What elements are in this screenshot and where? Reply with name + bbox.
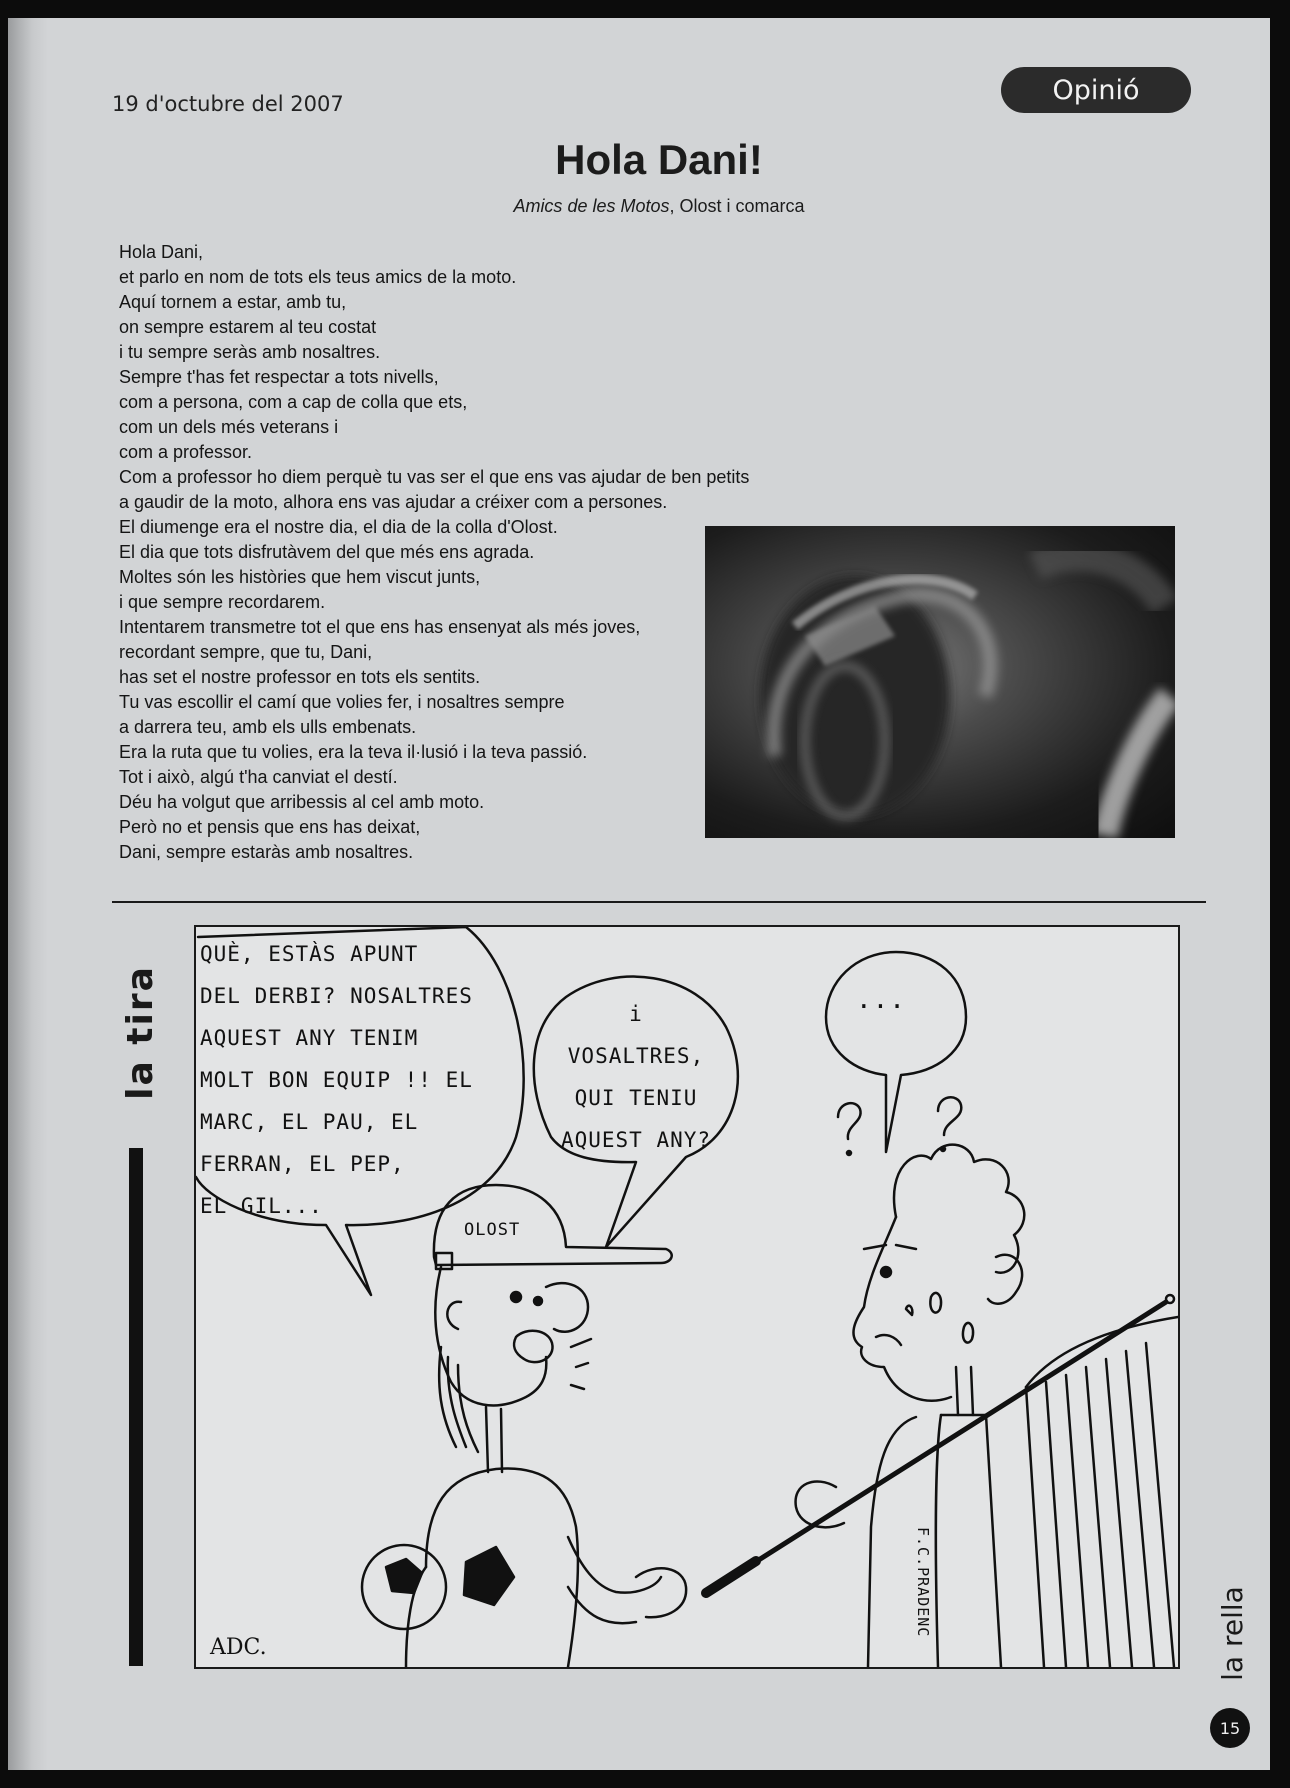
comic-section-label [119, 932, 161, 1132]
byline-location: , Olost i comarca [669, 196, 805, 216]
article-line: Intentarem transmetre tot el que ens has ensenyat als més joves, [119, 617, 641, 637]
issue-date: 19 d'octubre del 2007 [112, 92, 344, 116]
bubble1-line: EL GIL... [200, 1194, 323, 1218]
bubble2-line: VOSALTRES, [567, 1044, 705, 1068]
article-line: Sempre t'has fet respectar a tots nivells, [119, 367, 439, 387]
speech-bubble-1-text [200, 933, 473, 1227]
bubble1-line: QUÈ, ESTÀS APUNT [200, 942, 419, 966]
bubble1-line: DEL DERBI? NOSALTRES [200, 984, 473, 1008]
article-line: a darrera teu, amb els ulls embenats. [119, 717, 417, 737]
byline-organization: Amics de les Motos [513, 196, 670, 216]
article-line: Tu vas escollir el camí que volies fer, i nosaltres sempre [119, 692, 565, 712]
comic-section-label-text: la tira [119, 964, 161, 1100]
bubble1-line: MARC, EL PAU, EL [200, 1110, 419, 1134]
article-line: has set el nostre professor en tots els sentits. [119, 667, 481, 687]
bubble1-line: MOLT BON EQUIP !! EL [200, 1068, 473, 1092]
bubble2-line: AQUEST ANY? [560, 1128, 712, 1152]
comic-strip [194, 925, 1180, 1669]
magazine-brand-text: la rella [1215, 1585, 1249, 1681]
article-line: com a persona, com a cap de colla que ets, [119, 392, 468, 412]
article-line: i tu sempre seràs amb nosaltres. [119, 342, 381, 362]
bubble2-line: i [629, 1002, 643, 1026]
speech-bubble-2-text [556, 993, 716, 1161]
article-line: Però no et pensis que ens has deixat, [119, 817, 421, 837]
article-line: El dia que tots disfrutàvem del que més ens agrada. [119, 542, 535, 562]
article-line: Com a professor ho diem perquè tu vas ser el que ens vas ajudar de ben petits [119, 467, 750, 487]
bubble2-line: QUI TENIU [574, 1086, 698, 1110]
shirt-text: F.C.PRADENC [914, 1527, 932, 1638]
article-line: a gaudir de la moto, alhora ens vas ajudar a créixer com a persones. [119, 492, 668, 512]
article-line: Aquí tornem a estar, amb tu, [119, 292, 347, 312]
article-line: i que sempre recordarem. [119, 592, 326, 612]
article-line: recordant sempre, que tu, Dani, [119, 642, 373, 662]
section-divider [112, 901, 1206, 903]
thought-bubble-text: ... [856, 985, 906, 1015]
magazine-brand [1212, 1578, 1252, 1688]
motorcycle-photo-image [705, 526, 1175, 838]
article-line: El diumenge era el nostre dia, el dia de la colla d'Olost. [119, 517, 558, 537]
section-badge: Opinió [1001, 67, 1191, 113]
magazine-page [8, 18, 1270, 1770]
artist-signature: ADC. [210, 1635, 267, 1660]
article-line: Tot i això, algú t'ha canviat el destí. [119, 767, 398, 787]
article-line: Déu ha volgut que arribessis al cel amb moto. [119, 792, 485, 812]
article-line: Dani, sempre estaràs amb nosaltres. [119, 842, 414, 862]
comic-section-bar [129, 1148, 143, 1666]
article-title: Hola Dani! [555, 136, 763, 183]
article-line: et parlo en nom de tots els teus amics de la moto. [119, 267, 517, 287]
cap-text: OLOST [464, 1220, 521, 1240]
article-line: com a professor. [119, 442, 253, 462]
article-line: com un dels més veterans i [119, 417, 339, 437]
page-spine-shadow [8, 18, 48, 1770]
article-line: Hola Dani, [119, 242, 204, 262]
article-byline [8, 196, 1270, 217]
bubble1-line: FERRAN, EL PEP, [200, 1152, 405, 1176]
article-line: on sempre estarem al teu costat [119, 317, 377, 337]
article-line: Era la ruta que tu volies, era la teva il·lusió i la teva passió. [119, 742, 588, 762]
bubble1-line: AQUEST ANY TENIM [200, 1026, 419, 1050]
motorcycle-photo [705, 526, 1175, 838]
page-number: 15 [1210, 1708, 1250, 1748]
article-line: Moltes són les històries que hem viscut junts, [119, 567, 481, 587]
